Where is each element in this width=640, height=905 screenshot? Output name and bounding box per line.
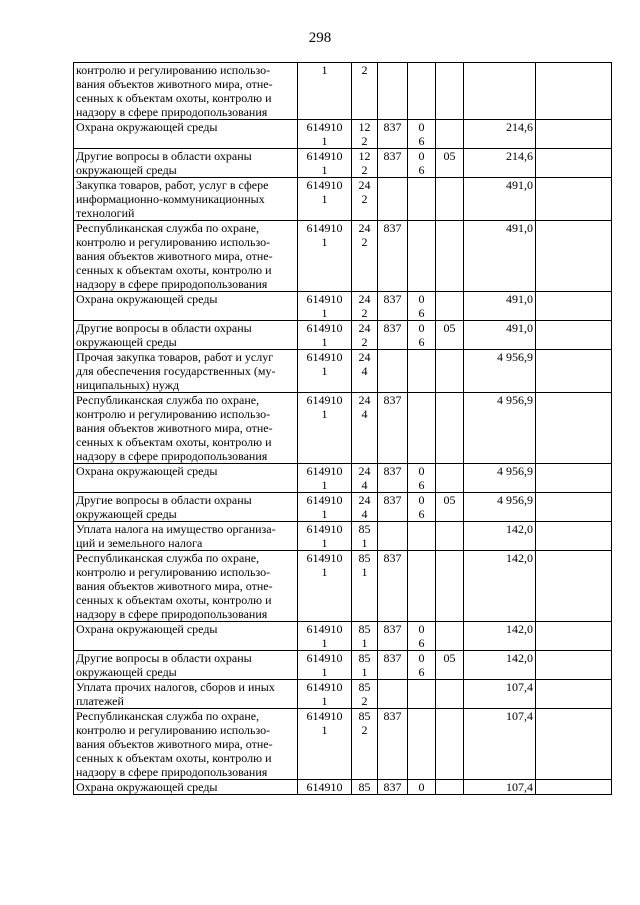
row-csr-code-line: 614910 <box>306 522 343 536</box>
row-name-line: сенных к объектам охоты, контролю и <box>76 91 272 105</box>
row-rz-code: 0 6 <box>408 120 436 149</box>
row-name-line: ниципальных) нужд <box>76 378 180 392</box>
row-csr-code <box>298 709 352 780</box>
row-amount: 107,4 <box>464 780 536 795</box>
row-vr-code-line: 1 <box>361 565 368 579</box>
row-name-line: контролю и регулированию использо- <box>76 407 271 421</box>
row-name-line: окружающей среды <box>76 507 177 521</box>
row-vr-code-line: 24 <box>358 350 371 364</box>
row-rz-code <box>408 221 436 292</box>
table-row <box>74 149 612 178</box>
row-vr-code <box>352 464 378 493</box>
row-vr-code-line: 4 <box>361 364 368 378</box>
row-amount: 142,0 <box>464 522 536 551</box>
row-empty-cell <box>536 522 612 551</box>
row-empty-cell <box>536 680 612 709</box>
row-amount: 142,0 <box>464 651 536 680</box>
table-row <box>74 350 612 393</box>
row-vr-code <box>352 292 378 321</box>
row-csr-code-line: 1 <box>321 478 328 492</box>
row-rz-code: 0 6 <box>408 622 436 651</box>
row-pr-code <box>436 780 464 795</box>
table-row <box>74 120 612 149</box>
row-gr-code <box>378 63 408 120</box>
row-csr-code <box>298 464 352 493</box>
row-csr-code <box>298 551 352 622</box>
row-name-line: вания объектов животного мира, отне- <box>76 737 273 751</box>
row-gr-code: 837 <box>378 321 408 350</box>
row-pr-code <box>436 120 464 149</box>
row-amount: 107,4 <box>464 680 536 709</box>
row-pr-code <box>436 292 464 321</box>
row-name-line: контролю и регулированию использо- <box>76 565 271 579</box>
row-csr-code-line: 1 <box>321 536 328 550</box>
row-pr-code: 05 <box>436 321 464 350</box>
row-csr-code <box>298 780 352 795</box>
row-rz-code: 0 6 <box>408 464 436 493</box>
row-pr-code <box>436 221 464 292</box>
row-vr-code <box>352 551 378 622</box>
row-vr-code-line: 2 <box>361 335 368 349</box>
page-number: 298 <box>308 30 332 46</box>
table-row <box>74 292 612 321</box>
table-row <box>74 709 612 780</box>
row-vr-code-line: 24 <box>358 393 371 407</box>
row-vr-code <box>352 651 378 680</box>
row-empty-cell <box>536 292 612 321</box>
row-rz-code: 0 6 <box>408 149 436 178</box>
row-empty-cell <box>536 149 612 178</box>
row-csr-code <box>298 63 352 120</box>
row-pr-code <box>436 63 464 120</box>
row-name <box>74 651 298 680</box>
row-vr-code <box>352 493 378 522</box>
row-name-line: для обеспечения государственных (му- <box>76 364 276 378</box>
row-name-line: сенных к объектам охоты, контролю и <box>76 263 272 277</box>
row-csr-code-line: 614910 <box>306 622 343 636</box>
row-rz-code <box>408 63 436 120</box>
row-rz-code: 0 6 <box>408 651 436 680</box>
row-name <box>74 680 298 709</box>
table-row <box>74 221 612 292</box>
row-csr-code-line: 614910 <box>306 651 343 665</box>
row-pr-code: 05 <box>436 493 464 522</box>
row-name-line: информационно-коммуникационных <box>76 192 265 206</box>
row-gr-code: 837 <box>378 292 408 321</box>
row-csr-code <box>298 120 352 149</box>
row-vr-code <box>352 321 378 350</box>
row-name-line: Республиканская служба по охране, <box>76 393 260 407</box>
row-name-line: окружающей среды <box>76 335 177 349</box>
row-csr-code <box>298 350 352 393</box>
row-name <box>74 292 298 321</box>
row-name-line: Республиканская служба по охране, <box>76 709 260 723</box>
row-name <box>74 120 298 149</box>
row-empty-cell <box>536 651 612 680</box>
row-empty-cell <box>536 178 612 221</box>
row-name-line: Уплата налога на имущество организа- <box>76 522 276 536</box>
row-csr-code <box>298 493 352 522</box>
row-name <box>74 350 298 393</box>
row-csr-code <box>298 680 352 709</box>
row-amount: 4 956,9 <box>464 464 536 493</box>
row-name <box>74 393 298 464</box>
row-name-line: Закупка товаров, работ, услуг в сфере <box>76 178 269 192</box>
row-vr-code <box>352 780 378 795</box>
row-vr-code-line: 24 <box>358 221 371 235</box>
row-gr-code <box>378 350 408 393</box>
row-csr-code-line: 1 <box>321 407 328 421</box>
row-amount: 4 956,9 <box>464 393 536 464</box>
row-name <box>74 551 298 622</box>
row-csr-code-line: 614910 <box>306 149 343 163</box>
table-row <box>74 551 612 622</box>
row-csr-code-line: 614910 <box>306 709 343 723</box>
row-csr-code-line: 614910 <box>306 178 343 192</box>
row-vr-code-line: 85 <box>358 651 371 665</box>
table-row <box>74 680 612 709</box>
row-csr-code <box>298 178 352 221</box>
row-csr-code-line: 1 <box>321 507 328 521</box>
row-gr-code <box>378 178 408 221</box>
row-rz-code: 0 6 <box>408 292 436 321</box>
row-empty-cell <box>536 780 612 795</box>
row-csr-code-line: 614910 <box>306 292 343 306</box>
table-row <box>74 780 612 795</box>
row-vr-code <box>352 622 378 651</box>
row-vr-code <box>352 680 378 709</box>
row-name <box>74 149 298 178</box>
row-vr-code-line: 4 <box>361 507 368 521</box>
row-name-line: окружающей среды <box>76 163 177 177</box>
row-vr-code-line: 2 <box>361 235 368 249</box>
row-amount: 491,0 <box>464 292 536 321</box>
row-csr-code <box>298 149 352 178</box>
row-name-line: Уплата прочих налогов, сборов и иных <box>76 680 275 694</box>
row-csr-code-line: 614910 <box>306 221 343 235</box>
row-csr-code-line: 1 <box>321 63 328 77</box>
row-rz-code <box>408 178 436 221</box>
row-vr-code <box>352 709 378 780</box>
row-empty-cell <box>536 393 612 464</box>
row-amount: 142,0 <box>464 622 536 651</box>
row-csr-code-line: 1 <box>321 723 328 737</box>
row-vr-code-line: 24 <box>358 292 371 306</box>
row-name-line: надзору в сфере природопользования <box>76 277 268 291</box>
row-csr-code-line: 614910 <box>306 350 343 364</box>
row-name-line: Другие вопросы в области охраны <box>76 149 252 163</box>
row-name <box>74 178 298 221</box>
row-csr-code-line: 1 <box>321 235 328 249</box>
row-name-line: платежей <box>76 694 124 708</box>
row-vr-code-line: 85 <box>358 522 371 536</box>
row-vr-code <box>352 63 378 120</box>
row-amount: 4 956,9 <box>464 350 536 393</box>
row-csr-code <box>298 622 352 651</box>
row-empty-cell <box>536 493 612 522</box>
row-name-line: Охрана окружающей среды <box>76 120 218 134</box>
row-vr-code <box>352 120 378 149</box>
row-vr-code-line: 85 <box>358 709 371 723</box>
row-csr-code-line: 1 <box>321 694 328 708</box>
row-gr-code <box>378 680 408 709</box>
row-rz-code <box>408 522 436 551</box>
row-vr-code-line: 2 <box>361 306 368 320</box>
row-empty-cell <box>536 350 612 393</box>
row-vr-code-line: 2 <box>361 63 368 77</box>
row-vr-code-line: 2 <box>361 192 368 206</box>
row-name-line: Республиканская служба по охране, <box>76 221 260 235</box>
row-empty-cell <box>536 622 612 651</box>
row-gr-code: 837 <box>378 120 408 149</box>
row-vr-code-line: 85 <box>358 680 371 694</box>
row-vr-code-line: 1 <box>361 536 368 550</box>
row-name <box>74 464 298 493</box>
row-rz-code: 0 6 <box>408 321 436 350</box>
row-amount: 214,6 <box>464 120 536 149</box>
row-amount <box>464 63 536 120</box>
row-vr-code <box>352 393 378 464</box>
row-pr-code <box>436 622 464 651</box>
row-name-line: контролю и регулированию использо- <box>76 63 271 77</box>
row-name-line: Охрана окружающей среды <box>76 292 218 306</box>
table-row <box>74 63 612 120</box>
row-vr-code-line: 85 <box>358 551 371 565</box>
row-csr-code-line: 614910 <box>306 680 343 694</box>
row-csr-code <box>298 393 352 464</box>
row-rz-code <box>408 393 436 464</box>
row-vr-code-line: 24 <box>358 178 371 192</box>
table-row <box>74 393 612 464</box>
row-vr-code-line: 2 <box>361 163 368 177</box>
row-name-line: контролю и регулированию использо- <box>76 723 271 737</box>
row-name-line: сенных к объектам охоты, контролю и <box>76 435 272 449</box>
row-name-line: Охрана окружающей среды <box>76 780 218 794</box>
row-csr-code-line: 614910 <box>306 120 343 134</box>
row-name <box>74 522 298 551</box>
row-vr-code-line: 1 <box>361 665 368 679</box>
row-pr-code <box>436 464 464 493</box>
row-pr-code: 05 <box>436 651 464 680</box>
row-empty-cell <box>536 551 612 622</box>
row-csr-code-line: 1 <box>321 134 328 148</box>
row-vr-code <box>352 350 378 393</box>
row-name-line: Другие вопросы в области охраны <box>76 321 252 335</box>
row-gr-code <box>378 522 408 551</box>
row-gr-code: 837 <box>378 780 408 795</box>
row-gr-code: 837 <box>378 149 408 178</box>
row-name-line: контролю и регулированию использо- <box>76 235 271 249</box>
row-name-line: сенных к объектам охоты, контролю и <box>76 751 272 765</box>
row-csr-code-line: 1 <box>321 565 328 579</box>
row-pr-code <box>436 709 464 780</box>
row-name-line: сенных к объектам охоты, контролю и <box>76 593 272 607</box>
row-name <box>74 493 298 522</box>
row-csr-code-line: 614910 <box>306 393 343 407</box>
row-name-line: надзору в сфере природопользования <box>76 449 268 463</box>
row-vr-code <box>352 178 378 221</box>
table-row <box>74 178 612 221</box>
row-name-line: технологий <box>76 206 135 220</box>
row-name-line: надзору в сфере природопользования <box>76 105 268 119</box>
row-gr-code: 837 <box>378 221 408 292</box>
table-row <box>74 493 612 522</box>
row-name <box>74 321 298 350</box>
row-name-line: Другие вопросы в области охраны <box>76 651 252 665</box>
row-amount: 142,0 <box>464 551 536 622</box>
row-gr-code: 837 <box>378 464 408 493</box>
row-csr-code <box>298 221 352 292</box>
row-csr-code <box>298 522 352 551</box>
row-empty-cell <box>536 120 612 149</box>
row-name-line: надзору в сфере природопользования <box>76 765 268 779</box>
table-row <box>74 522 612 551</box>
row-vr-code <box>352 522 378 551</box>
budget-table <box>73 62 612 795</box>
row-csr-code-line: 614910 <box>306 780 343 794</box>
row-name <box>74 622 298 651</box>
row-vr-code-line: 4 <box>361 478 368 492</box>
row-pr-code <box>436 680 464 709</box>
row-csr-code-line: 614910 <box>306 321 343 335</box>
row-amount: 107,4 <box>464 709 536 780</box>
table-row <box>74 651 612 680</box>
row-name-line: вания объектов животного мира, отне- <box>76 579 273 593</box>
row-pr-code <box>436 178 464 221</box>
row-vr-code-line: 85 <box>358 780 371 794</box>
row-vr-code-line: 24 <box>358 493 371 507</box>
row-amount: 4 956,9 <box>464 493 536 522</box>
row-csr-code-line: 614910 <box>306 493 343 507</box>
table-row <box>74 321 612 350</box>
row-name <box>74 709 298 780</box>
row-vr-code-line: 24 <box>358 464 371 478</box>
row-gr-code: 837 <box>378 551 408 622</box>
row-csr-code-line: 1 <box>321 665 328 679</box>
row-pr-code: 05 <box>436 149 464 178</box>
row-gr-code: 837 <box>378 393 408 464</box>
row-vr-code-line: 85 <box>358 622 371 636</box>
table-row <box>74 622 612 651</box>
row-gr-code: 837 <box>378 493 408 522</box>
row-name <box>74 63 298 120</box>
row-name-line: Республиканская служба по охране, <box>76 551 260 565</box>
row-vr-code <box>352 221 378 292</box>
row-vr-code-line: 2 <box>361 694 368 708</box>
row-empty-cell <box>536 63 612 120</box>
row-csr-code-line: 1 <box>321 335 328 349</box>
row-csr-code-line: 1 <box>321 192 328 206</box>
row-gr-code: 837 <box>378 709 408 780</box>
row-name-line: Другие вопросы в области охраны <box>76 493 252 507</box>
row-amount: 491,0 <box>464 321 536 350</box>
row-name-line: ций и земельного налога <box>76 536 203 550</box>
row-name-line: вания объектов животного мира, отне- <box>76 249 273 263</box>
row-name-line: вания объектов животного мира, отне- <box>76 421 273 435</box>
row-vr-code-line: 1 <box>361 636 368 650</box>
row-rz-code: 0 6 <box>408 493 436 522</box>
row-csr-code-line: 614910 <box>306 464 343 478</box>
row-rz-code <box>408 551 436 622</box>
row-vr-code-line: 2 <box>361 723 368 737</box>
row-csr-code-line: 614910 <box>306 551 343 565</box>
row-pr-code <box>436 350 464 393</box>
row-empty-cell <box>536 709 612 780</box>
row-amount: 491,0 <box>464 178 536 221</box>
row-vr-code-line: 2 <box>361 134 368 148</box>
row-rz-code: 0 <box>408 780 436 795</box>
row-empty-cell <box>536 221 612 292</box>
row-gr-code: 837 <box>378 651 408 680</box>
row-rz-code <box>408 709 436 780</box>
row-vr-code <box>352 149 378 178</box>
row-csr-code-line: 1 <box>321 636 328 650</box>
row-name <box>74 780 298 795</box>
row-csr-code <box>298 292 352 321</box>
row-rz-code <box>408 350 436 393</box>
row-pr-code <box>436 522 464 551</box>
row-vr-code-line: 12 <box>358 120 371 134</box>
row-vr-code-line: 4 <box>361 407 368 421</box>
row-name-line: Охрана окружающей среды <box>76 622 218 636</box>
row-pr-code <box>436 393 464 464</box>
row-csr-code <box>298 321 352 350</box>
budget-table-body <box>74 63 612 795</box>
row-empty-cell <box>536 464 612 493</box>
row-csr-code-line: 1 <box>321 163 328 177</box>
row-name-line: Прочая закупка товаров, работ и услуг <box>76 350 274 364</box>
row-csr-code <box>298 651 352 680</box>
row-empty-cell <box>536 321 612 350</box>
row-name <box>74 221 298 292</box>
row-csr-code-line: 1 <box>321 306 328 320</box>
row-vr-code-line: 24 <box>358 321 371 335</box>
row-pr-code <box>436 551 464 622</box>
table-row <box>74 464 612 493</box>
row-name-line: окружающей среды <box>76 665 177 679</box>
row-name-line: вания объектов животного мира, отне- <box>76 77 273 91</box>
row-amount: 214,6 <box>464 149 536 178</box>
row-rz-code <box>408 680 436 709</box>
row-name-line: Охрана окружающей среды <box>76 464 218 478</box>
row-csr-code-line: 1 <box>321 364 328 378</box>
row-name-line: надзору в сфере природопользования <box>76 607 268 621</box>
row-vr-code-line: 12 <box>358 149 371 163</box>
row-gr-code: 837 <box>378 622 408 651</box>
row-amount: 491,0 <box>464 221 536 292</box>
